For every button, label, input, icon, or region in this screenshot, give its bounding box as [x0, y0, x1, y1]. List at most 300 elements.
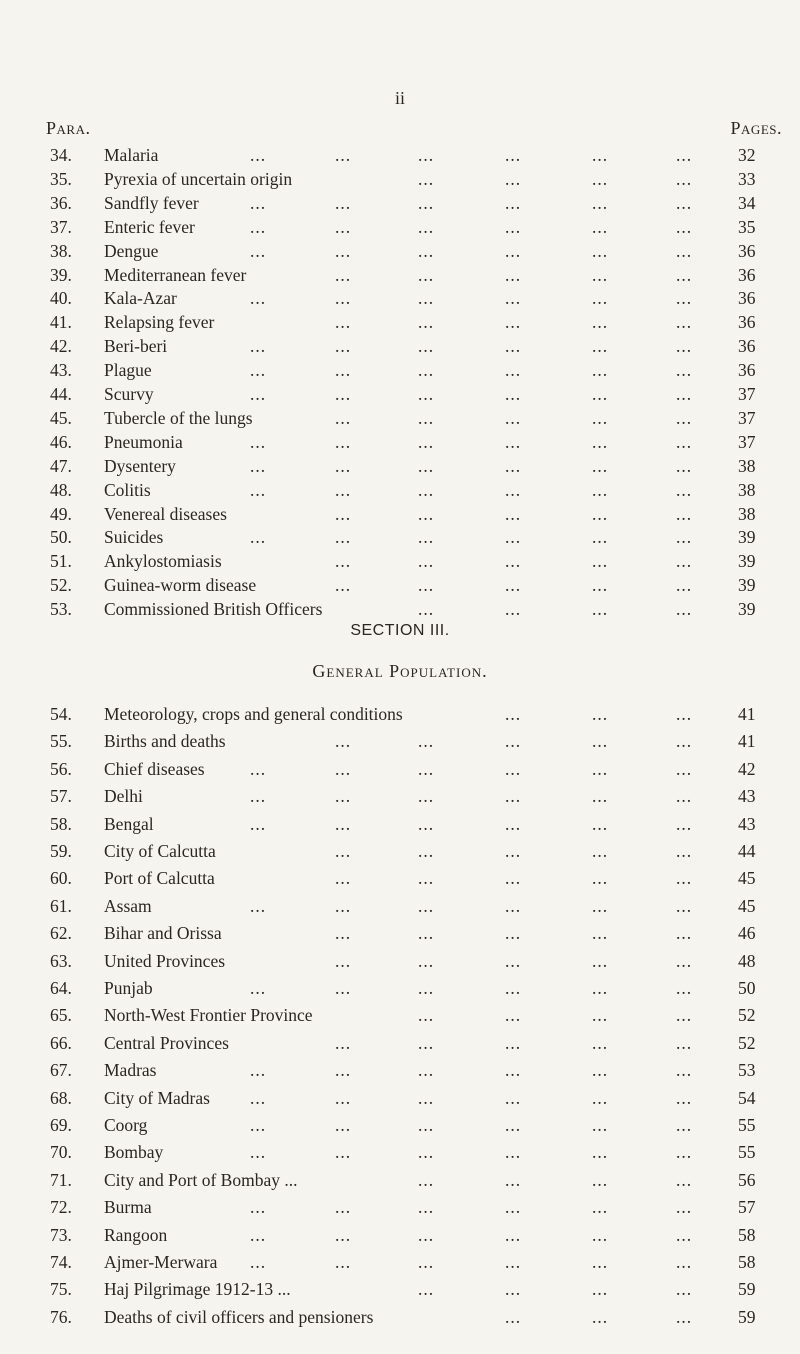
leader-dots: ...	[505, 336, 522, 357]
leader-dots: ...	[505, 786, 522, 807]
leader-dots: ...	[250, 216, 267, 237]
page-ref: 35	[738, 216, 756, 237]
page-ref: 36	[738, 360, 756, 381]
leader-dots: ...	[335, 1142, 352, 1163]
toc-row	[0, 191, 800, 215]
leader-dots: ...	[250, 1224, 267, 1245]
toc-row	[0, 702, 800, 726]
leader-dots: ...	[505, 527, 522, 548]
toc-row	[0, 1250, 800, 1274]
entry-title: Colitis	[104, 479, 151, 500]
page-ref: 58	[738, 1224, 756, 1245]
leader-dots: ...	[418, 1279, 435, 1300]
leader-dots: ...	[335, 1087, 352, 1108]
entry-title: Enteric fever	[104, 216, 195, 237]
entry-title: Births and deaths	[104, 731, 226, 752]
leader-dots: ...	[418, 1197, 435, 1218]
toc-row	[0, 976, 800, 1000]
leader-dots: ...	[418, 1252, 435, 1272]
entry-title: Venereal diseases	[104, 503, 227, 524]
leader-dots: ...	[505, 145, 522, 165]
leader-dots: ...	[250, 455, 267, 476]
page-ref: 43	[738, 813, 756, 834]
para-number: 38.	[50, 240, 72, 261]
para-number: 56.	[50, 758, 72, 779]
leader-dots: ...	[676, 841, 693, 861]
leader-dots: ...	[335, 1197, 352, 1218]
leader-dots: ...	[505, 895, 522, 916]
para-number: 44.	[50, 384, 72, 404]
leader-dots: ...	[335, 895, 352, 916]
leader-dots: ...	[335, 192, 352, 213]
page-ref: 46	[738, 923, 756, 944]
leader-dots: ...	[592, 336, 609, 357]
para-number: 37.	[50, 216, 72, 237]
leader-dots: ...	[676, 1060, 693, 1081]
toc-row	[0, 310, 800, 334]
leader-dots: ...	[592, 1032, 609, 1053]
leader-dots: ...	[505, 1306, 522, 1327]
entry-title: Scurvy	[104, 384, 154, 404]
leader-dots: ...	[505, 599, 522, 620]
toc-row	[0, 239, 800, 263]
leader-dots: ...	[335, 950, 352, 971]
entry-title: Meteorology, crops and general conditions	[104, 704, 403, 724]
toc-row	[0, 784, 800, 808]
leader-dots: ...	[592, 384, 609, 404]
toc-row	[0, 1031, 800, 1055]
toc-row	[0, 921, 800, 945]
leader-dots: ...	[418, 240, 435, 261]
leader-dots: ...	[250, 384, 267, 404]
para-number: 59.	[50, 841, 72, 861]
leader-dots: ...	[250, 895, 267, 916]
leader-dots: ...	[335, 1115, 352, 1135]
entry-title: Pyrexia of uncertain origin	[104, 168, 293, 189]
leader-dots: ...	[676, 978, 693, 998]
leader-dots: ...	[418, 895, 435, 916]
leader-dots: ...	[676, 1087, 693, 1108]
leader-dots: ...	[592, 479, 609, 500]
leader-dots: ...	[592, 1197, 609, 1218]
toc-row	[0, 334, 800, 358]
leader-dots: ...	[505, 455, 522, 476]
leader-dots: ...	[418, 950, 435, 971]
leader-dots: ...	[335, 786, 352, 807]
leader-dots: ...	[592, 841, 609, 861]
entry-title: City of Calcutta	[104, 841, 216, 861]
leader-dots: ...	[592, 1279, 609, 1300]
leader-dots: ...	[418, 1087, 435, 1108]
leader-dots: ...	[592, 758, 609, 779]
leader-dots: ...	[250, 1115, 267, 1135]
entry-title: Mediterranean fever	[104, 264, 247, 285]
leader-dots: ...	[418, 288, 435, 309]
entry-title: Burma	[104, 1197, 152, 1218]
leader-dots: ...	[505, 264, 522, 285]
toc-row	[0, 143, 800, 167]
leader-dots: ...	[505, 575, 522, 596]
para-number: 75.	[50, 1279, 72, 1300]
entry-title: Coorg	[104, 1115, 148, 1135]
entry-title: Dysentery	[104, 455, 176, 476]
leader-dots: ...	[505, 978, 522, 998]
leader-dots: ...	[335, 360, 352, 381]
leader-dots: ...	[505, 731, 522, 752]
page-ref: 45	[738, 895, 756, 916]
entry-title: Bengal	[104, 813, 154, 834]
leader-dots: ...	[676, 431, 693, 452]
leader-dots: ...	[250, 978, 267, 998]
toc-row	[0, 839, 800, 863]
leader-dots: ...	[676, 895, 693, 916]
toc-row	[0, 454, 800, 478]
entry-title: Assam	[104, 895, 152, 916]
page-ref: 38	[738, 455, 756, 476]
page-ref: 48	[738, 950, 756, 971]
para-number: 76.	[50, 1306, 72, 1327]
leader-dots: ...	[505, 1169, 522, 1190]
leader-dots: ...	[418, 145, 435, 165]
entry-title: Deaths of civil officers and pensioners	[104, 1306, 374, 1327]
para-number: 54.	[50, 704, 72, 724]
leader-dots: ...	[592, 312, 609, 333]
page-ref: 38	[738, 503, 756, 524]
toc-row	[0, 573, 800, 597]
page-ref: 33	[738, 168, 756, 189]
entry-title: Pneumonia	[104, 431, 183, 452]
leader-dots: ...	[335, 868, 352, 889]
leader-dots: ...	[335, 264, 352, 285]
entry-title: Ankylostomiasis	[104, 551, 222, 572]
leader-dots: ...	[505, 841, 522, 861]
toc-row	[0, 430, 800, 454]
leader-dots: ...	[592, 1306, 609, 1327]
para-column-header: Para.	[46, 118, 91, 138]
para-number: 55.	[50, 731, 72, 752]
leader-dots: ...	[505, 288, 522, 309]
leader-dots: ...	[335, 1224, 352, 1245]
leader-dots: ...	[676, 479, 693, 500]
toc-row	[0, 812, 800, 836]
leader-dots: ...	[335, 288, 352, 309]
leader-dots: ...	[592, 551, 609, 572]
leader-dots: ...	[335, 1060, 352, 1081]
leader-dots: ...	[592, 216, 609, 237]
leader-dots: ...	[676, 527, 693, 548]
leader-dots: ...	[250, 786, 267, 807]
leader-dots: ...	[592, 1005, 609, 1026]
leader-dots: ...	[676, 1279, 693, 1300]
leader-dots: ...	[418, 923, 435, 944]
entry-title: Chief diseases	[104, 758, 205, 779]
page-ref: 41	[738, 731, 756, 752]
leader-dots: ...	[250, 479, 267, 500]
leader-dots: ...	[676, 1142, 693, 1163]
leader-dots: ...	[250, 288, 267, 309]
page-ref: 37	[738, 431, 756, 452]
leader-dots: ...	[592, 168, 609, 189]
page-ref: 56	[738, 1169, 756, 1190]
leader-dots: ...	[418, 192, 435, 213]
leader-dots: ...	[335, 923, 352, 944]
leader-dots: ...	[592, 264, 609, 285]
leader-dots: ...	[592, 950, 609, 971]
leader-dots: ...	[418, 503, 435, 524]
leader-dots: ...	[505, 503, 522, 524]
entry-title: Guinea-worm disease	[104, 575, 257, 596]
leader-dots: ...	[676, 1252, 693, 1272]
leader-dots: ...	[592, 575, 609, 596]
page-ref: 37	[738, 407, 756, 428]
leader-dots: ...	[676, 1224, 693, 1245]
leader-dots: ...	[250, 527, 267, 548]
leader-dots: ...	[676, 407, 693, 428]
toc-row	[0, 1058, 800, 1082]
leader-dots: ...	[418, 786, 435, 807]
leader-dots: ...	[592, 407, 609, 428]
leader-dots: ...	[250, 336, 267, 357]
leader-dots: ...	[676, 336, 693, 357]
leader-dots: ...	[335, 455, 352, 476]
leader-dots: ...	[592, 813, 609, 834]
leader-dots: ...	[418, 731, 435, 752]
para-number: 74.	[50, 1252, 72, 1272]
entry-title: Haj Pilgrimage 1912-13 ...	[104, 1279, 291, 1300]
leader-dots: ...	[592, 923, 609, 944]
toc-row	[0, 549, 800, 573]
entry-title: Dengue	[104, 240, 159, 261]
page-ref: 34	[738, 192, 756, 213]
para-number: 64.	[50, 978, 72, 998]
leader-dots: ...	[505, 1224, 522, 1245]
leader-dots: ...	[676, 216, 693, 237]
entry-title: Central Provinces	[104, 1032, 229, 1053]
section-iii-heading: SECTION III.	[350, 622, 450, 639]
page-ref: 36	[738, 288, 756, 309]
leader-dots: ...	[505, 216, 522, 237]
page-ref: 39	[738, 599, 756, 620]
entry-title: Ajmer-Merwara	[104, 1252, 218, 1272]
entry-title: Bombay	[104, 1142, 164, 1163]
leader-dots: ...	[505, 1032, 522, 1053]
leader-dots: ...	[505, 1087, 522, 1108]
leader-dots: ...	[335, 407, 352, 428]
leader-dots: ...	[592, 1060, 609, 1081]
leader-dots: ...	[418, 455, 435, 476]
section-iii-subheading: General Population.	[312, 661, 488, 681]
leader-dots: ...	[418, 1032, 435, 1053]
leader-dots: ...	[335, 978, 352, 998]
entry-title: Commissioned British Officers	[104, 599, 323, 620]
leader-dots: ...	[418, 216, 435, 237]
leader-dots: ...	[250, 758, 267, 779]
entry-title: United Provinces	[104, 950, 226, 971]
page-number: ii	[394, 88, 405, 108]
leader-dots: ...	[505, 192, 522, 213]
entry-title: Delhi	[104, 786, 143, 807]
leader-dots: ...	[418, 312, 435, 333]
leader-dots: ...	[676, 288, 693, 309]
leader-dots: ...	[592, 1115, 609, 1135]
pages-column-header: Pages.	[730, 118, 782, 138]
leader-dots: ...	[250, 145, 267, 165]
para-number: 42.	[50, 336, 72, 357]
leader-dots: ...	[676, 786, 693, 807]
leader-dots: ...	[676, 923, 693, 944]
page-ref: 55	[738, 1142, 756, 1163]
leader-dots: ...	[418, 868, 435, 889]
page-ref: 59	[738, 1306, 756, 1327]
entry-title: Rangoon	[104, 1224, 168, 1245]
entry-title: Relapsing fever	[104, 312, 215, 333]
para-number: 65.	[50, 1005, 72, 1026]
leader-dots: ...	[250, 1142, 267, 1163]
para-number: 47.	[50, 455, 72, 476]
leader-dots: ...	[592, 1087, 609, 1108]
leader-dots: ...	[335, 575, 352, 596]
leader-dots: ...	[418, 978, 435, 998]
leader-dots: ...	[335, 1252, 352, 1272]
toc-row	[0, 1223, 800, 1247]
entry-title: City and Port of Bombay ...	[104, 1169, 298, 1190]
page-ref: 39	[738, 575, 756, 596]
leader-dots: ...	[250, 360, 267, 381]
leader-dots: ...	[505, 384, 522, 404]
leader-dots: ...	[676, 1306, 693, 1327]
leader-dots: ...	[250, 1087, 267, 1108]
leader-dots: ...	[418, 1224, 435, 1245]
leader-dots: ...	[335, 841, 352, 861]
toc-row	[0, 1003, 800, 1027]
leader-dots: ...	[676, 264, 693, 285]
leader-dots: ...	[335, 336, 352, 357]
leader-dots: ...	[505, 1115, 522, 1135]
leader-dots: ...	[676, 240, 693, 261]
leader-dots: ...	[335, 479, 352, 500]
para-number: 46.	[50, 431, 72, 452]
page-ref: 42	[738, 758, 756, 779]
leader-dots: ...	[418, 168, 435, 189]
toc-row	[0, 1195, 800, 1219]
para-number: 58.	[50, 813, 72, 834]
page-ref: 44	[738, 841, 756, 861]
leader-dots: ...	[592, 868, 609, 889]
leader-dots: ...	[335, 216, 352, 237]
leader-dots: ...	[335, 813, 352, 834]
page-ref: 36	[738, 312, 756, 333]
leader-dots: ...	[418, 407, 435, 428]
toc-row	[0, 525, 800, 549]
page-ref: 54	[738, 1087, 756, 1108]
para-number: 67.	[50, 1060, 72, 1081]
toc-row	[0, 949, 800, 973]
leader-dots: ...	[505, 1197, 522, 1218]
para-number: 48.	[50, 479, 72, 500]
leader-dots: ...	[592, 192, 609, 213]
leader-dots: ...	[505, 758, 522, 779]
toc-row	[0, 382, 800, 406]
leader-dots: ...	[250, 240, 267, 261]
page-ref: 52	[738, 1005, 756, 1026]
leader-dots: ...	[418, 1142, 435, 1163]
entry-title: Bihar and Orissa	[104, 923, 222, 944]
leader-dots: ...	[592, 360, 609, 381]
leader-dots: ...	[592, 503, 609, 524]
page-ref: 38	[738, 479, 756, 500]
toc-row	[0, 406, 800, 430]
entry-title: Madras	[104, 1060, 157, 1081]
para-number: 73.	[50, 1224, 72, 1245]
leader-dots: ...	[592, 288, 609, 309]
leader-dots: ...	[335, 240, 352, 261]
leader-dots: ...	[250, 431, 267, 452]
leader-dots: ...	[418, 1115, 435, 1135]
page-ref: 43	[738, 786, 756, 807]
para-number: 40.	[50, 288, 72, 309]
entry-title: Kala-Azar	[104, 288, 177, 309]
para-number: 61.	[50, 895, 72, 916]
para-number: 50.	[50, 527, 72, 548]
toc-row	[0, 502, 800, 526]
leader-dots: ...	[676, 1169, 693, 1190]
entry-title: City of Madras	[104, 1087, 210, 1108]
toc-row	[0, 894, 800, 918]
leader-dots: ...	[418, 599, 435, 620]
leader-dots: ...	[335, 503, 352, 524]
toc-row	[0, 358, 800, 382]
toc-row	[0, 866, 800, 890]
leader-dots: ...	[676, 950, 693, 971]
leader-dots: ...	[418, 431, 435, 452]
leader-dots: ...	[250, 813, 267, 834]
page-ref: 59	[738, 1279, 756, 1300]
para-number: 45.	[50, 407, 72, 428]
leader-dots: ...	[676, 551, 693, 572]
leader-dots: ...	[505, 1142, 522, 1163]
para-number: 57.	[50, 786, 72, 807]
leader-dots: ...	[676, 599, 693, 620]
leader-dots: ...	[676, 384, 693, 404]
leader-dots: ...	[676, 1197, 693, 1218]
toc-row	[0, 1140, 800, 1164]
leader-dots: ...	[418, 384, 435, 404]
leader-dots: ...	[335, 527, 352, 548]
leader-dots: ...	[592, 527, 609, 548]
leader-dots: ...	[676, 145, 693, 165]
toc-row	[0, 1086, 800, 1110]
para-number: 52.	[50, 575, 72, 596]
entry-title: Malaria	[104, 145, 159, 165]
leader-dots: ...	[335, 758, 352, 779]
leader-dots: ...	[505, 360, 522, 381]
toc-row	[0, 1305, 800, 1329]
para-number: 62.	[50, 923, 72, 944]
entry-title: Suicides	[104, 527, 164, 548]
leader-dots: ...	[505, 1005, 522, 1026]
leader-dots: ...	[335, 145, 352, 165]
leader-dots: ...	[592, 1252, 609, 1272]
para-number: 51.	[50, 551, 72, 572]
leader-dots: ...	[418, 264, 435, 285]
toc-row	[0, 1168, 800, 1192]
page-ref: 36	[738, 336, 756, 357]
entry-title: Punjab	[104, 978, 153, 998]
leader-dots: ...	[418, 575, 435, 596]
leader-dots: ...	[335, 551, 352, 572]
leader-dots: ...	[335, 384, 352, 404]
leader-dots: ...	[335, 731, 352, 752]
